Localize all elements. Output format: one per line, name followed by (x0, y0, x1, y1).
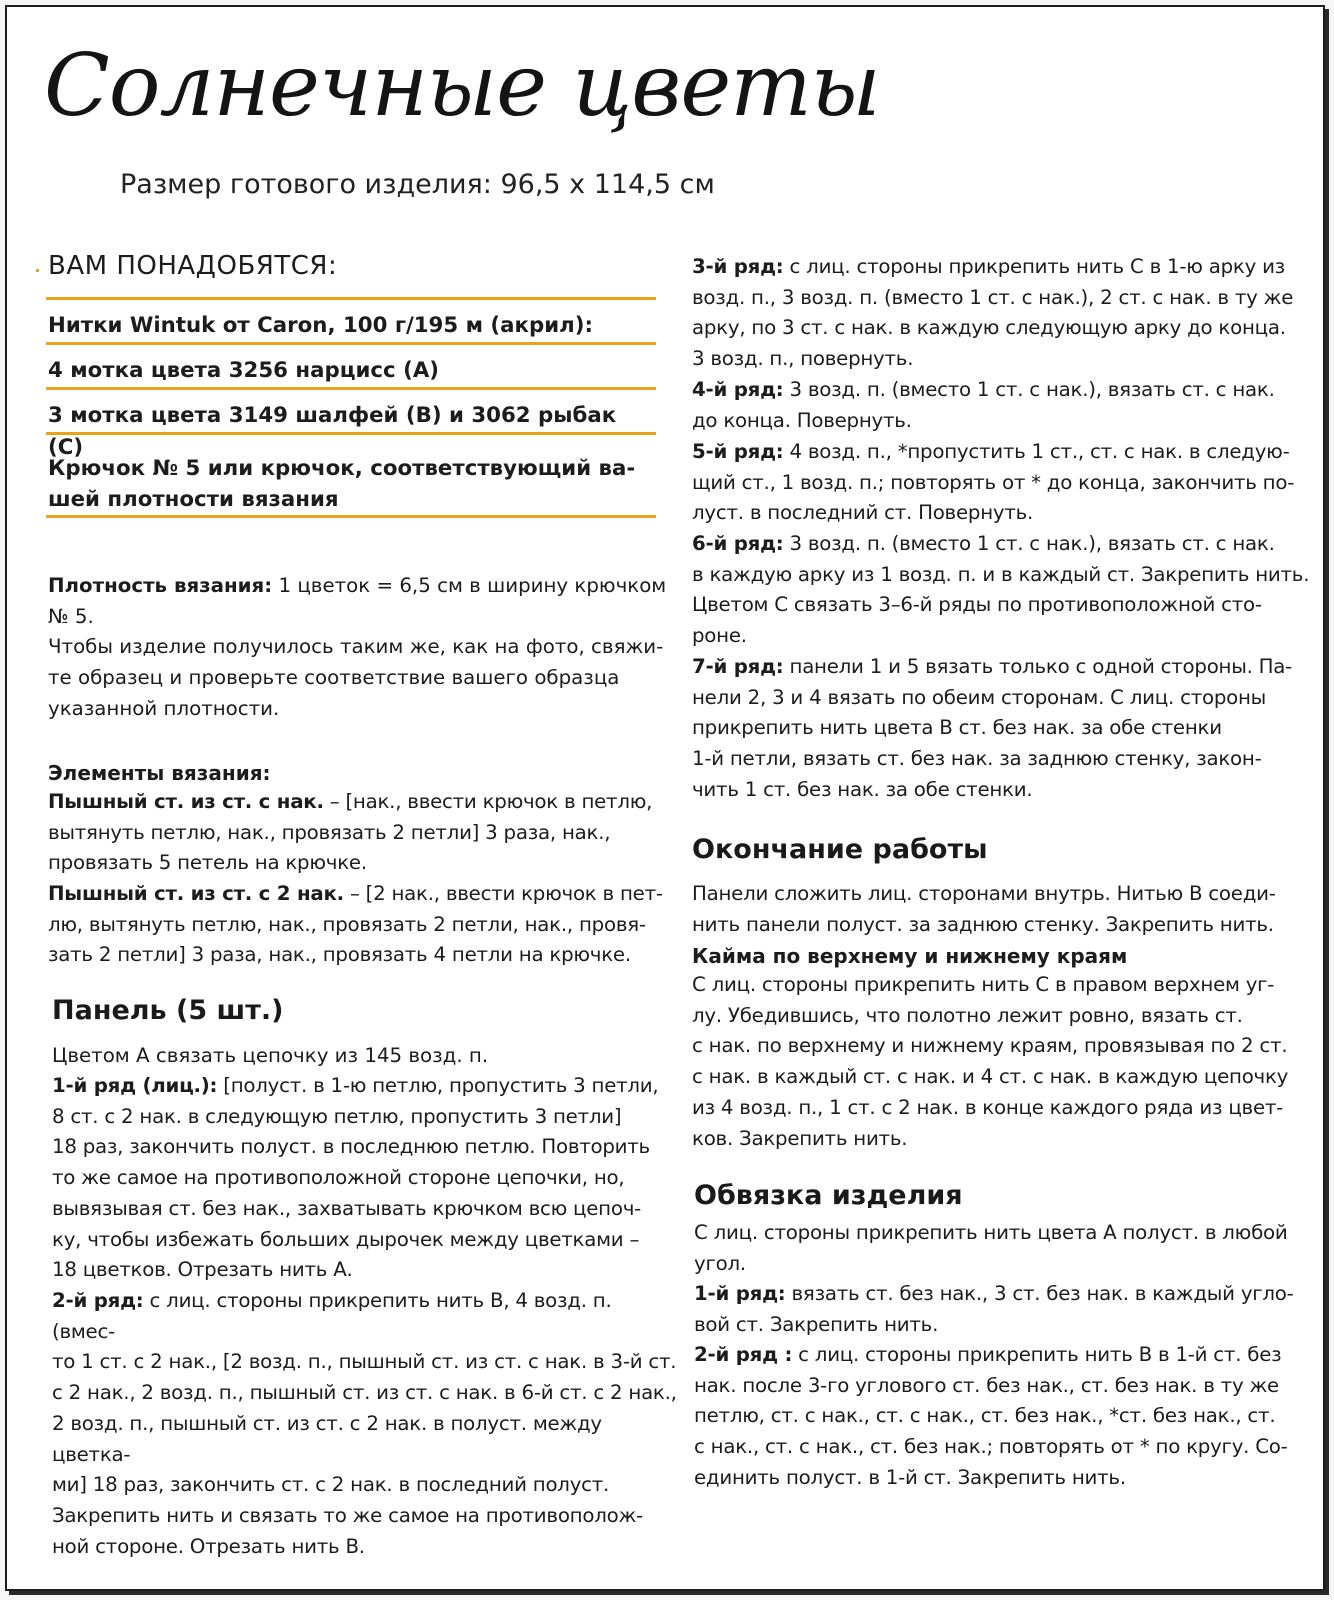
edging-row-1 (694, 1279, 1314, 1340)
row-text: вязать ст. без нак., 3 ст. без нак. в каждый угло- вой ст. Закрепить нить. (694, 1282, 1294, 1336)
gauge-text: 1 цветок = 6,5 см в ширину крючком № 5. Чтобы изделие получилось таким же, как на фото, свяжи- те образец и проверьте соответствие вашего образца указанной плотности. (48, 574, 667, 720)
panel-row-4 (692, 375, 1312, 436)
finishing-text: Панели сложить лиц. сторонами внутрь. Нитью В соеди- нить панели полуст. за заднюю стенку. Закрепить нить. (692, 882, 1276, 936)
materials-divider (46, 387, 656, 390)
elements-heading: Элементы вязания: (48, 761, 271, 785)
border-heading: Кайма по верхнему и нижнему краям (692, 944, 1128, 968)
panel-row-2 (52, 1286, 677, 1562)
edging-heading: Обвязка изделия (694, 1180, 963, 1211)
panel-row-3 (692, 252, 1312, 375)
row-label: 5-й ряд: (692, 440, 784, 463)
row-label: 1-й ряд (лиц.): (52, 1074, 218, 1097)
materials-header: ВАМ ПОНАДОБЯТСЯ: (48, 251, 338, 281)
row-label: 6-й ряд: (692, 532, 784, 555)
materials-row-color-a: 4 мотка цвета 3256 нарцисс (А) (48, 358, 440, 383)
gauge-paragraph (48, 571, 668, 725)
row-label: 2-й ряд: (52, 1289, 144, 1312)
row-text: с лиц. стороны прикрепить нить В в 1-й ст. без нак. после 3-го углового ст. без нак., ст. без нак. в ту же петлю, ст. с нак., ст. с нак., ст. без нак., *ст. без нак., ст. с нак., ст. с нак., ст. без нак.; повторять от * по кругу. Со- единить полуст. в 1-й ст. Закрепить нить. (694, 1343, 1288, 1489)
row-text: [полуст. в 1-ю петлю, пропустить 3 петли, 8 ст. с 2 нак. в следующую петлю, пропустить 3 петли] 18 раз, закончить полуст. в последнюю петлю. Повторить то же самое на противоположной стороне цепочки, но, вывязывая ст. без нак., захватывать крючком всю цепоч- ку, чтобы избежать больших дырочек между цветками – 18 цветков. Отрезать нить А. (52, 1074, 659, 1282)
panel-row-1 (52, 1071, 677, 1286)
row-text: панели 1 и 5 вязать только с одной стороны. Па- нели 2, 3 и 4 вязать по обеим сторонам. С лиц. стороны прикрепить нить цвета В ст. без нак. за обе стенки 1-й петли, вязать ст. без нак. за заднюю стенку, закон- чить 1 ст. без нак. за обе стенки. (692, 655, 1293, 801)
panel-row-5 (692, 437, 1312, 529)
element-puff-stitch (48, 787, 673, 879)
finished-size: Размер готового изделия: 96,5 x 114,5 см (120, 169, 715, 200)
materials-divider (46, 342, 656, 345)
panel-heading: Панель (5 шт.) (52, 995, 284, 1026)
element-text: – [2 нак., ввести крючок в пет- лю, вытянуть петлю, нак., провязать 2 петли, нак., провя- зать 2 петли] 3 раза, нак., провязать 4 петли на крючке. (48, 882, 663, 967)
row-label: 4-й ряд: (692, 378, 784, 401)
element-text: – [нак., ввести крючок в петлю, вытянуть петлю, нак., провязать 2 петли] 3 раза, нак., провязать 5 петель на крючке. (48, 790, 653, 875)
row-label: 2-й ряд : (694, 1343, 793, 1366)
element-label: Пышный ст. из ст. с нак. (48, 790, 324, 813)
panel-row-7 (692, 652, 1312, 806)
element-puff-stitch-2 (48, 879, 673, 971)
finishing-heading: Окончание работы (692, 834, 988, 865)
row-text: с лиц. стороны прикрепить нить В, 4 возд. п. (вмес- то 1 ст. с 2 нак., [2 возд. п., пышный ст. из ст. с нак. в 3-й ст. с 2 нак., 2 возд. п., пышный ст. из ст. с нак. в 6-й ст. с 2 нак., 2 возд. п., пышный ст. из ст. с 2 нак. в полуст. между цветка- ми] 18 раз, закончить ст. с 2 нак. в последний полуст. Закрепить нить и связать то же самое на противополож- ной стороне. Отрезать нить В. (52, 1289, 677, 1558)
materials-row-color-bc: 3 мотка цвета 3149 шалфей (В) и 3062 рыбак (С) (48, 403, 617, 460)
edging-intro: С лиц. стороны прикрепить нить цвета А полуст. в любой угол. (694, 1221, 1288, 1275)
materials-row-yarn: Нитки Wintuk от Caron, 100 г/195 м (акрил): (48, 313, 593, 338)
element-label: Пышный ст. из ст. с 2 нак. (48, 882, 344, 905)
row-label: 1-й ряд: (694, 1282, 786, 1305)
materials-row-hook: Крючок № 5 или крючок, соответствующий ва- шей плотности вязания (48, 456, 636, 512)
row-text: 3 возд. п. (вместо 1 ст. с нак.), вязать ст. с нак. в каждую арку из 1 возд. п. и в каждый ст. Закрепить нить. Цветом С связать 3–6-й ряды по противоположной сто- роне. (692, 532, 1310, 648)
row-text: 3 возд. п. (вместо 1 ст. с нак.), вязать ст. с нак. до конца. Повернуть. (692, 378, 1275, 432)
row-text: 4 возд. п., *пропустить 1 ст., ст. с нак. в следую- щий ст., 1 возд. п.; повторять от * до конца, закончить по- луст. в последний ст. Повернуть. (692, 440, 1295, 525)
row-label: 7-й ряд: (692, 655, 784, 678)
row-text: с лиц. стороны прикрепить нить С в 1-ю арку из возд. п., 3 возд. п. (вместо 1 ст. с нак.), 2 ст. с нак. в ту же арку, по 3 ст. с нак. в каждую следующую арку до конца. 3 возд. п., повернуть. (692, 255, 1294, 371)
gauge-label: Плотность вязания: (48, 574, 273, 597)
panel-row-6 (692, 529, 1312, 652)
row-label: 3-й ряд: (692, 255, 784, 278)
panel-intro: Цветом А связать цепочку из 145 возд. п. (52, 1044, 489, 1067)
materials-divider (46, 515, 656, 518)
edging-row-2 (694, 1340, 1314, 1494)
materials-divider (46, 297, 656, 300)
page-title: Солнечные цветы (44, 36, 880, 136)
border-text: С лиц. стороны прикрепить нить С в правом верхнем уг- лу. Убедившись, что полотно лежит ровно, вязать ст. с нак. по верхнему и нижнему краям, провязывая по 2 ст. с нак. в каждый ст. с нак. и 4 ст. с нак. в каждую цепочку из 4 возд. п., 1 ст. с 2 нак. в конце каждого ряда из цвет- ков. Закрепить нить. (692, 973, 1289, 1150)
materials-divider (46, 432, 656, 435)
